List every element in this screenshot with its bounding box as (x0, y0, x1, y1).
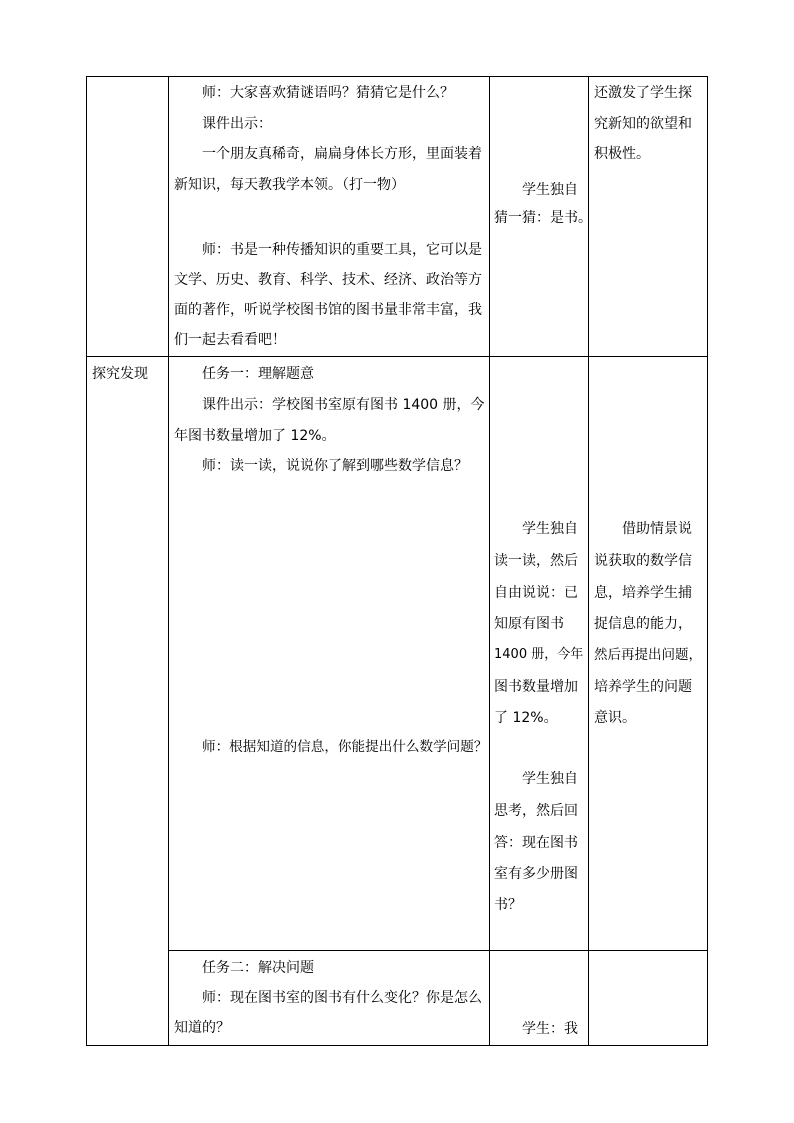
stage-label: 探究发现 (92, 366, 148, 382)
teacher-line: 们一起去看看吧！ (174, 332, 286, 348)
intent-line: 还激发了学生探 (594, 85, 692, 101)
table-border-bottom (86, 1045, 708, 1046)
teacher-line: 师：书是一种传播知识的重要工具，它可以是 (202, 242, 482, 258)
intent-line: 培养学生的问题 (594, 679, 692, 695)
intent-line: 然后再提出问题， (594, 647, 702, 663)
teacher-line: 任务二：解决问题 (202, 960, 314, 976)
teacher-line: 新知识，每天教我学本领。（打一物） (174, 177, 405, 193)
student-line: 了 12%。 (494, 710, 558, 726)
teacher-line: 年图书数量增加了 12%。 (174, 428, 336, 444)
student-line: 答：现在图书 (494, 835, 578, 851)
teacher-line: 师：根据知道的信息，你能提出什么数学问题？ (202, 739, 488, 755)
teacher-line: 师：读一读，说说你了解到哪些数学信息？ (202, 458, 468, 474)
student-line: 学生独自 (522, 521, 578, 537)
student-line: 猜一猜：是书。 (494, 210, 592, 226)
table-border-right (707, 76, 708, 1045)
table-border-left (86, 76, 87, 1045)
student-line: 学生：我 (522, 1021, 578, 1037)
teacher-line: 一个朋友真稀奇，扁扁身体长方形，里面装着 (202, 146, 482, 162)
teacher-line: 知道的？ (174, 1020, 230, 1036)
intent-line: 借助情景说 (622, 521, 692, 537)
teacher-line: 文学、历史、教育、科学、技术、经济、政治等方 (174, 272, 482, 288)
student-line: 读一读，然后 (494, 553, 578, 569)
table-divider-stage (168, 76, 169, 1045)
intent-line: 意识。 (594, 710, 636, 726)
student-line: 1400 册，今年 (494, 647, 584, 662)
student-line: 思考，然后回 (494, 803, 578, 819)
intent-line: 说获取的数学信 (594, 553, 692, 569)
row-separator-1 (86, 356, 708, 357)
student-line: 图书数量增加 (494, 679, 578, 695)
student-line: 知原有图书 (494, 616, 564, 632)
teacher-line: 课件出示： (202, 116, 272, 132)
teacher-line: 课件出示：学校图书室原有图书 1400 册，今 (202, 397, 485, 413)
row-separator-2 (168, 950, 708, 951)
student-line: 自由说说：已 (494, 585, 578, 601)
teacher-line: 面的著作，听说学校图书馆的图书量非常丰富，我 (174, 302, 482, 318)
table-divider-teacher (489, 76, 490, 1045)
student-line: 学生独自 (522, 182, 578, 198)
intent-line: 息，培养学生捕 (594, 585, 692, 601)
teacher-line: 师：现在图书室的图书有什么变化？你是怎么 (202, 990, 482, 1006)
teacher-line: 任务一：理解题意 (202, 366, 314, 382)
intent-line: 究新知的欲望和 (594, 116, 692, 132)
table-border-top (86, 76, 708, 77)
student-line: 学生独自 (522, 771, 578, 787)
student-line: 室有多少册图 (494, 866, 578, 882)
intent-line: 积极性。 (594, 146, 650, 162)
student-line: 书？ (494, 897, 522, 913)
teacher-line: 师：大家喜欢猜谜语吗？猜猜它是什么？ (202, 85, 454, 101)
intent-line: 捉信息的能力， (594, 616, 692, 632)
